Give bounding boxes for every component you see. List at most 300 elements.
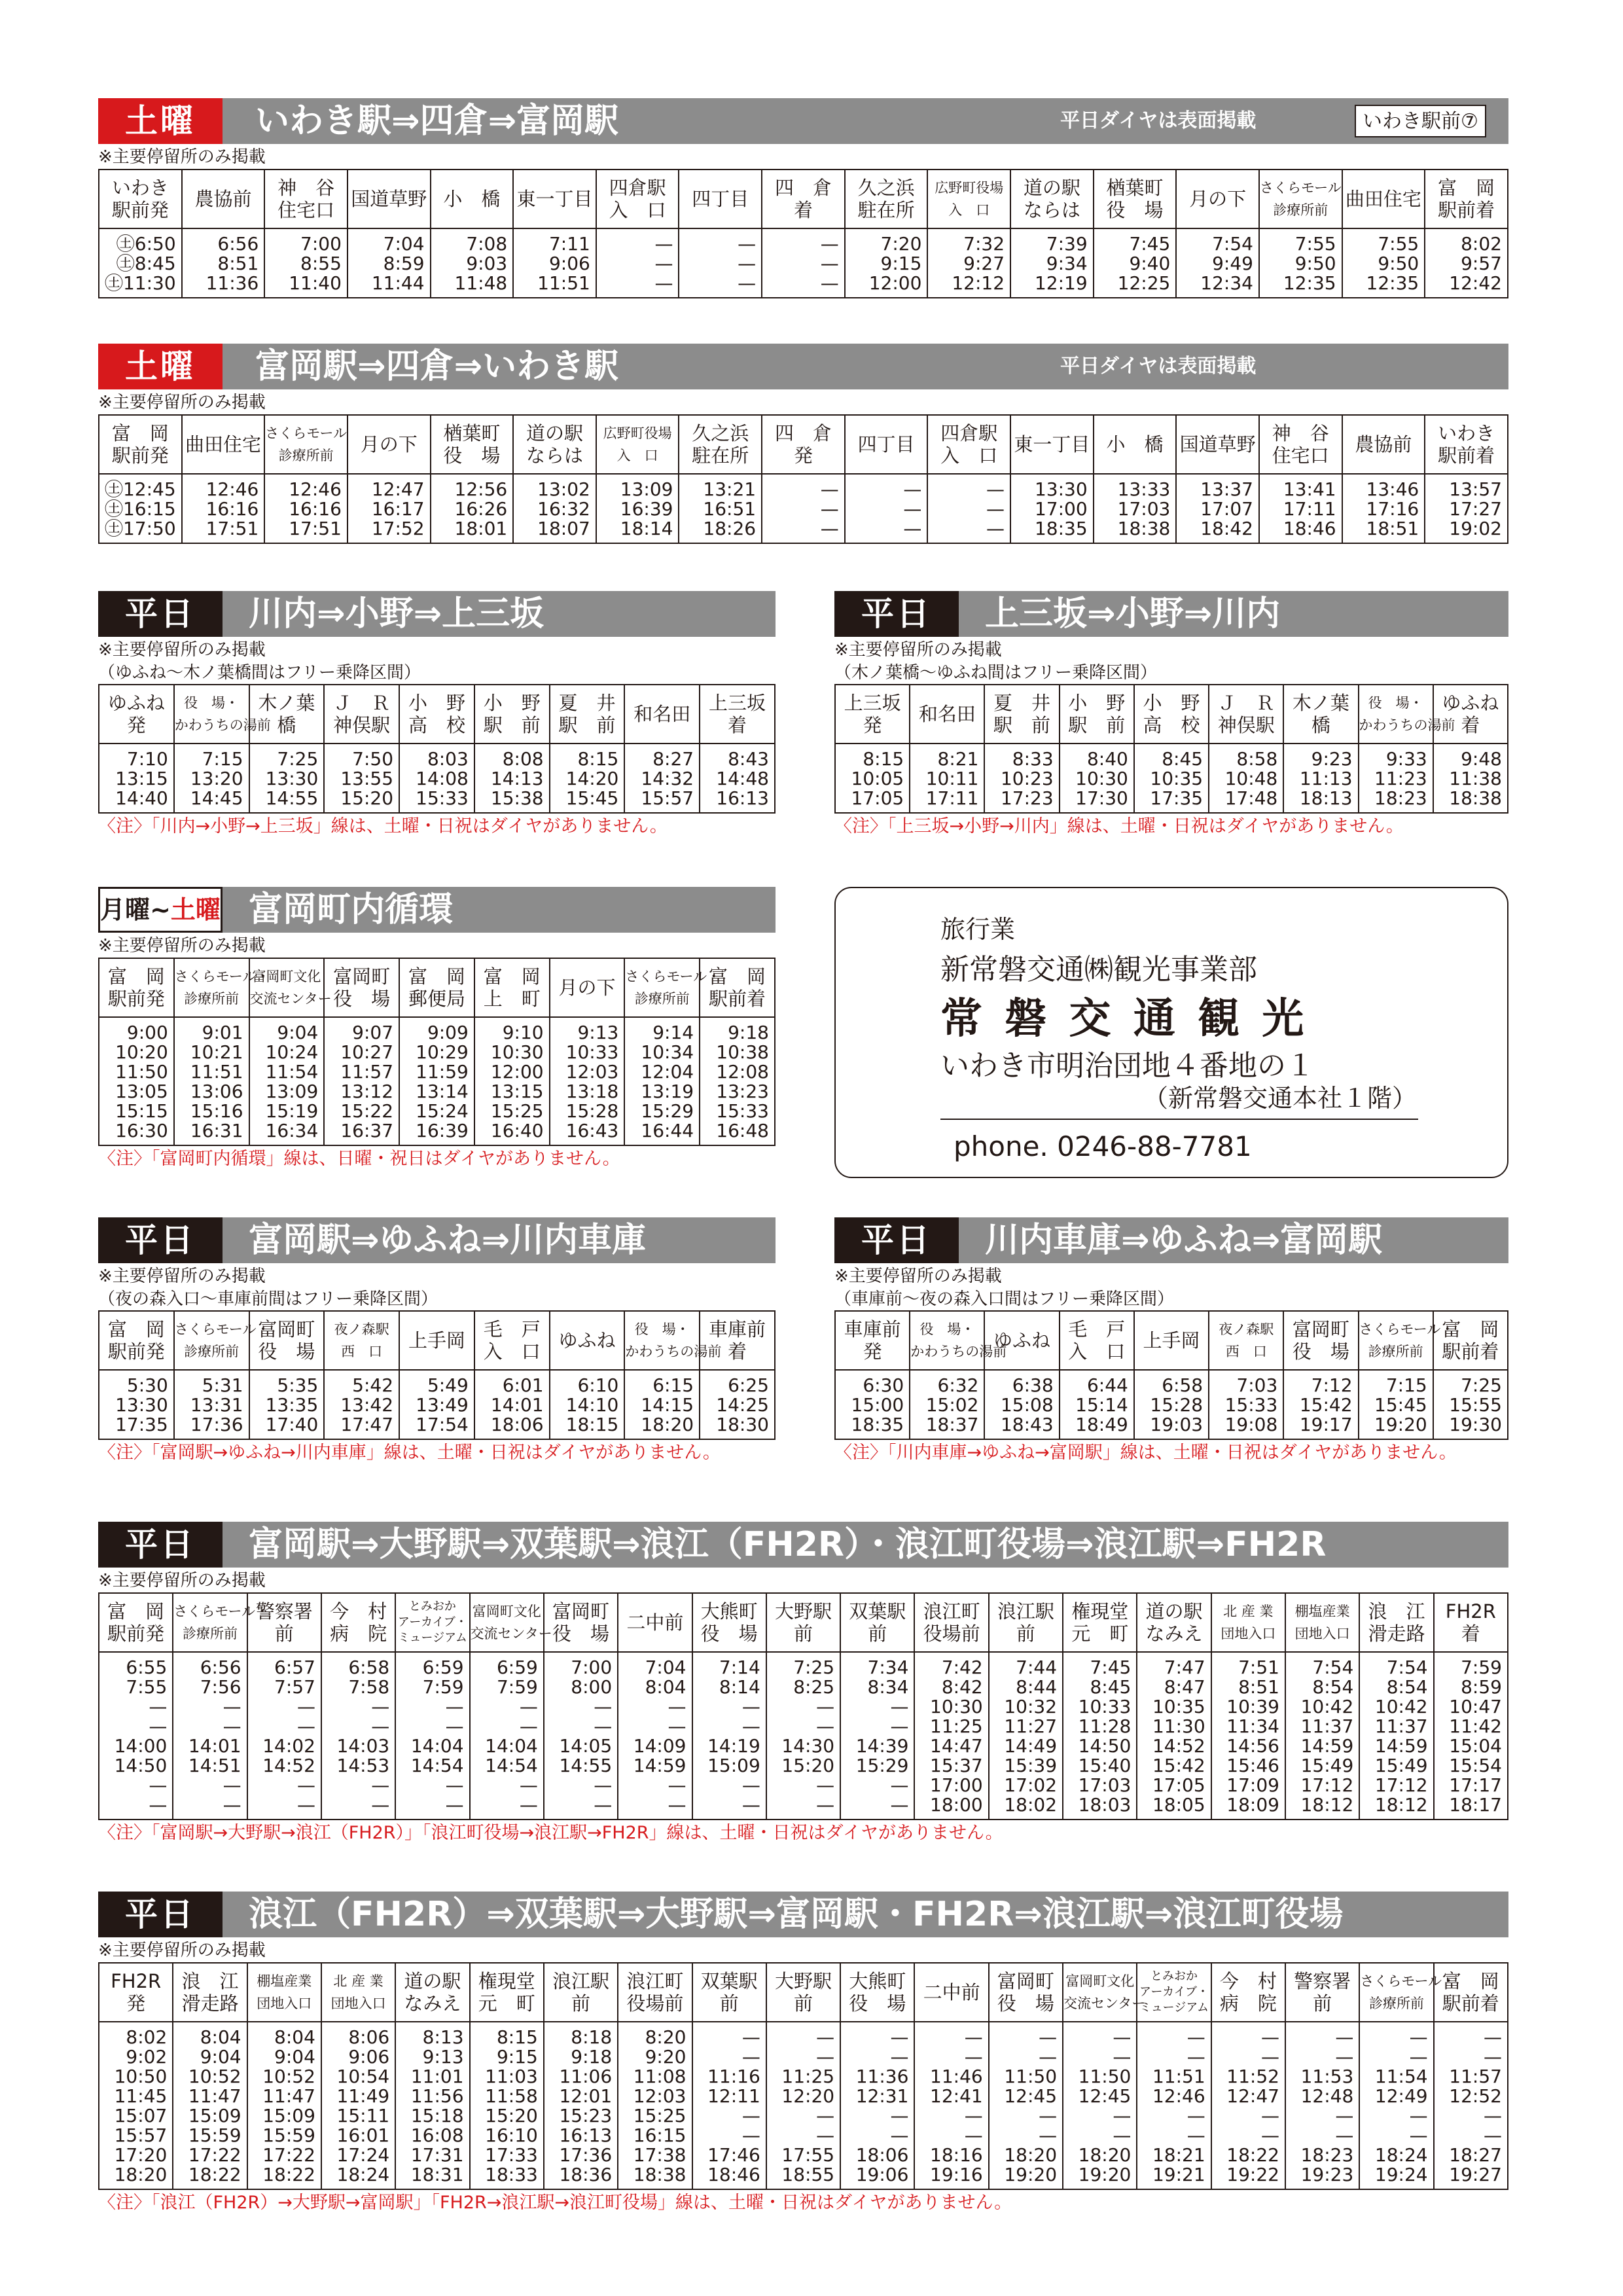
time-column bbox=[596, 228, 679, 298]
departure-time: 18:17 bbox=[1449, 1794, 1502, 1816]
departure-time: 15:57 bbox=[641, 787, 694, 809]
time-column bbox=[324, 744, 399, 813]
departure-time: 10:05 bbox=[851, 768, 904, 789]
departure-time: 13:14 bbox=[416, 1081, 469, 1102]
main-stops-note: ※主要停留所のみ掲載 bbox=[98, 1266, 266, 1286]
departure-time: 15:09 bbox=[707, 1755, 760, 1776]
time-column bbox=[474, 1017, 550, 1145]
time-column bbox=[1359, 1652, 1433, 1820]
day-label: 平日 bbox=[834, 1217, 959, 1263]
departure-time: — bbox=[668, 1774, 687, 1796]
departure-time: 18:13 bbox=[1299, 787, 1353, 809]
departure-time: 14:54 bbox=[485, 1755, 538, 1776]
route-title: 川内⇒小野⇒上三坂 bbox=[249, 594, 544, 634]
departure-time: 12:04 bbox=[641, 1061, 694, 1083]
times-row bbox=[835, 744, 1508, 813]
departure-time: 7:20 bbox=[880, 233, 922, 255]
departure-time: — bbox=[296, 1794, 315, 1816]
stop-name: 和名田 bbox=[624, 685, 700, 744]
departure-time: 14:59 bbox=[1374, 1735, 1428, 1757]
departure-time: 16:16 bbox=[205, 498, 259, 520]
departure-time: 18:20 bbox=[1004, 2144, 1058, 2166]
departure-time: 18:05 bbox=[1152, 1794, 1205, 1816]
departure-time: 8:54 bbox=[1386, 1676, 1428, 1698]
departure-time: — bbox=[149, 1696, 168, 1717]
timetable bbox=[98, 169, 1508, 298]
departure-time: — bbox=[986, 498, 1005, 520]
departure-time: 9:33 bbox=[1385, 748, 1427, 770]
departure-time: 11:45 bbox=[114, 2085, 168, 2107]
stop-name: 二中前 bbox=[914, 1963, 988, 2022]
departure-time: 17:30 bbox=[1075, 787, 1128, 809]
departure-time: — bbox=[223, 1794, 241, 1816]
departure-time: 16:43 bbox=[565, 1120, 619, 1141]
departure-time: — bbox=[741, 2026, 760, 2048]
departure-time: — bbox=[1113, 2046, 1132, 2068]
departure-time: 6:30 bbox=[863, 1374, 904, 1396]
stop-name: 久之浜 駐在所 bbox=[845, 170, 928, 228]
departure-time: 9:15 bbox=[880, 253, 922, 274]
time-column bbox=[624, 1370, 700, 1439]
departure-time: 18:24 bbox=[336, 2164, 390, 2185]
departure-time: 15:16 bbox=[190, 1100, 243, 1122]
departure-time: 6:38 bbox=[1012, 1374, 1054, 1396]
departure-time: 7:45 bbox=[1090, 1657, 1132, 1678]
departure-time: 17:22 bbox=[188, 2144, 241, 2166]
departure-time: 8:55 bbox=[300, 253, 342, 274]
departure-time: 7:15 bbox=[202, 748, 243, 770]
footer-note: 〈注〉「浪江（FH2R）→大野駅→富岡駅」「FH2R→浪江駅→浪江町役場」線は、土曜・日祝はダイヤがありません。 bbox=[98, 2193, 1012, 2213]
time-column bbox=[679, 228, 762, 298]
departure-time: 16:15 bbox=[633, 2125, 687, 2146]
departure-time: 18:46 bbox=[1283, 518, 1336, 539]
departure-time: 14:59 bbox=[633, 1755, 687, 1776]
time-column bbox=[174, 1017, 249, 1145]
departure-time: — bbox=[1113, 2026, 1132, 2048]
stop-name: 小 野 駅 前 bbox=[474, 685, 550, 744]
stop-name: 小 橋 bbox=[1094, 415, 1177, 474]
departure-time: 7:08 bbox=[466, 233, 508, 255]
departure-time: 17:35 bbox=[115, 1414, 168, 1435]
departure-time: 13:35 bbox=[265, 1394, 319, 1416]
departure-time: — bbox=[741, 1794, 760, 1816]
departure-time: 8:00 bbox=[571, 1676, 613, 1698]
main-stops-note: ※主要停留所のみ掲載 bbox=[834, 1266, 1002, 1286]
stop-name: 毛 戸 入 口 bbox=[474, 1311, 550, 1370]
departure-time: ㊏17:50 bbox=[104, 518, 176, 539]
departure-time: 10:27 bbox=[340, 1041, 394, 1063]
stop-name: 道の駅 ならは bbox=[1010, 170, 1094, 228]
departure-time: 15:45 bbox=[565, 787, 619, 809]
departure-time: 14:05 bbox=[559, 1735, 613, 1757]
time-column bbox=[910, 744, 984, 813]
stop-name: 富岡町 役 場 bbox=[249, 1311, 325, 1370]
departure-time: 17:03 bbox=[1117, 498, 1171, 520]
departure-time: 17:46 bbox=[707, 2144, 760, 2166]
stop-name: さくらモール・ 診療所前 bbox=[174, 1311, 249, 1370]
time-column bbox=[182, 474, 265, 543]
departure-time: 19:23 bbox=[1300, 2164, 1354, 2185]
time-column bbox=[700, 1370, 775, 1439]
departure-time: 7:10 bbox=[126, 748, 168, 770]
departure-time: 18:03 bbox=[1078, 1794, 1132, 1816]
stop-name: 木ノ葉 橋 bbox=[1283, 685, 1358, 744]
time-column bbox=[1433, 1370, 1508, 1439]
departure-time: 9:14 bbox=[652, 1022, 694, 1043]
departure-time: 7:25 bbox=[793, 1657, 835, 1678]
timetable-wd-tomioka-kawauchi-depot bbox=[98, 1217, 776, 1466]
departure-time: 11:06 bbox=[559, 2066, 613, 2087]
stop-name: 毛 戸 入 口 bbox=[1060, 1311, 1134, 1370]
departure-time: — bbox=[816, 1715, 835, 1737]
departure-time: 11:42 bbox=[1449, 1715, 1502, 1737]
time-column bbox=[550, 1017, 625, 1145]
time-column bbox=[1425, 228, 1508, 298]
departure-time: 15:42 bbox=[1299, 1394, 1353, 1416]
departure-time: 11:38 bbox=[1449, 768, 1502, 789]
stop-name: 北 産 業 団地入口 bbox=[321, 1963, 395, 2022]
departure-time: 19:24 bbox=[1374, 2164, 1428, 2185]
departure-time: 18:01 bbox=[454, 518, 508, 539]
departure-time: 18:30 bbox=[716, 1414, 769, 1435]
time-column bbox=[927, 474, 1010, 543]
departure-time: 16:37 bbox=[340, 1120, 394, 1141]
departure-time: 14:49 bbox=[1004, 1735, 1058, 1757]
stop-name: 楢葉町 役 場 bbox=[1094, 170, 1177, 228]
departure-time: 14:40 bbox=[115, 787, 168, 809]
time-column bbox=[910, 1370, 984, 1439]
departure-time: 16:16 bbox=[289, 498, 342, 520]
time-column bbox=[1425, 474, 1508, 543]
departure-time: 10:42 bbox=[1300, 1696, 1354, 1717]
departure-time: 15:11 bbox=[336, 2105, 390, 2126]
time-column bbox=[395, 1652, 469, 1820]
departure-time: 18:23 bbox=[1374, 787, 1427, 809]
departure-time: 13:57 bbox=[1449, 478, 1502, 500]
stop-name: 四倉駅 入 口 bbox=[596, 170, 679, 228]
stop-name: 上手岡 bbox=[1134, 1311, 1209, 1370]
footer-note: 〈注〉「川内車庫→ゆふね→富岡駅」線は、土曜・日祝はダイヤがありません。 bbox=[834, 1443, 1457, 1463]
stop-name: とみおか アーカイブ・ ミュージアム bbox=[1137, 1963, 1211, 2022]
departure-time: — bbox=[668, 1715, 687, 1737]
timetable bbox=[98, 1592, 1508, 1820]
stop-name: 大野駅 前 bbox=[766, 1593, 840, 1652]
stop-name: 楢葉町 役 場 bbox=[431, 415, 514, 474]
departure-time: 18:35 bbox=[1034, 518, 1088, 539]
stop-name: 道の駅 なみえ bbox=[395, 1963, 469, 2022]
route-title: 川内車庫⇒ゆふね⇒富岡駅 bbox=[985, 1221, 1383, 1260]
departure-time: 8:27 bbox=[652, 748, 694, 770]
time-column bbox=[1134, 1370, 1209, 1439]
departure-time: 8:44 bbox=[1016, 1676, 1058, 1698]
departure-time: — bbox=[1261, 2105, 1279, 2126]
departure-time: — bbox=[668, 1696, 687, 1717]
time-column bbox=[624, 744, 700, 813]
timetable bbox=[98, 1310, 776, 1440]
departure-time: 10:11 bbox=[925, 768, 979, 789]
departure-time: 18:55 bbox=[781, 2164, 835, 2185]
time-column bbox=[544, 1652, 618, 1820]
departure-time: 14:52 bbox=[262, 1755, 315, 1776]
departure-time: — bbox=[223, 1715, 241, 1737]
departure-time: 18:46 bbox=[707, 2164, 760, 2185]
stop-name: 富 岡 駅前発 bbox=[99, 1593, 173, 1652]
departure-time: 11:37 bbox=[1300, 1715, 1354, 1737]
departure-time: — bbox=[519, 1715, 538, 1737]
stop-name: 浪江駅 前 bbox=[544, 1963, 618, 2022]
departure-time: 14:03 bbox=[336, 1735, 390, 1757]
time-column bbox=[1094, 474, 1177, 543]
departure-time: 15:02 bbox=[925, 1394, 979, 1416]
time-column bbox=[989, 1652, 1063, 1820]
day-label: 土曜 bbox=[98, 98, 223, 144]
departure-time: 7:32 bbox=[963, 233, 1005, 255]
day-label: 平日 bbox=[98, 1522, 223, 1568]
departure-time: 15:42 bbox=[1152, 1755, 1205, 1776]
departure-time: 9:09 bbox=[427, 1022, 469, 1043]
departure-time: 14:30 bbox=[781, 1735, 835, 1757]
departure-time: 14:10 bbox=[565, 1394, 619, 1416]
time-column bbox=[766, 1652, 840, 1820]
time-column bbox=[324, 1370, 399, 1439]
time-column bbox=[1259, 228, 1342, 298]
departure-time: 18:22 bbox=[188, 2164, 241, 2185]
departure-time: — bbox=[816, 2105, 835, 2126]
time-column bbox=[470, 2022, 544, 2189]
timetable-wd-kamimisaka-kawauchi bbox=[834, 591, 1508, 840]
time-column bbox=[544, 2022, 618, 2189]
departure-time: 7:42 bbox=[941, 1657, 983, 1678]
departure-time: 8:33 bbox=[1012, 748, 1054, 770]
time-column bbox=[1211, 1652, 1285, 1820]
stop-name: 役 場・ かわうちの湯前 bbox=[174, 685, 249, 744]
departure-time: 17:48 bbox=[1224, 787, 1278, 809]
departure-time: 7:55 bbox=[126, 1676, 168, 1698]
departure-time: 11:56 bbox=[410, 2085, 464, 2107]
departure-time: 18:43 bbox=[1000, 1414, 1054, 1435]
section-header bbox=[98, 1892, 1508, 1937]
departure-time: 11:28 bbox=[1078, 1715, 1132, 1737]
departure-time: 14:59 bbox=[1300, 1735, 1354, 1757]
departure-time: 18:38 bbox=[633, 2164, 687, 2185]
departure-time: 6:59 bbox=[422, 1657, 464, 1678]
departure-time: — bbox=[986, 478, 1005, 500]
departure-time: 12:49 bbox=[1374, 2085, 1428, 2107]
departure-time: 18:22 bbox=[262, 2164, 315, 2185]
departure-time: 14:50 bbox=[1078, 1735, 1132, 1757]
time-column bbox=[247, 1652, 321, 1820]
departure-time: 18:23 bbox=[1300, 2144, 1354, 2166]
stop-header-row bbox=[99, 685, 775, 744]
time-column bbox=[1209, 744, 1283, 813]
departure-time: 15:20 bbox=[340, 787, 394, 809]
departure-time: 17:16 bbox=[1366, 498, 1419, 520]
departure-time: 15:39 bbox=[1004, 1755, 1058, 1776]
stop-name: さくらモール・ 診療所前 bbox=[1359, 1963, 1433, 2022]
departure-time: — bbox=[964, 2046, 983, 2068]
time-column bbox=[1359, 2022, 1433, 2189]
time-column bbox=[474, 744, 550, 813]
departure-time: 19:06 bbox=[855, 2164, 909, 2185]
stop-name: 浪江駅 前 bbox=[989, 1593, 1063, 1652]
stop-name: 木ノ葉 橋 bbox=[249, 685, 325, 744]
stop-name: 道の駅 なみえ bbox=[1137, 1593, 1211, 1652]
departure-time: 14:15 bbox=[641, 1394, 694, 1416]
departure-time: 16:40 bbox=[490, 1120, 544, 1141]
departure-time: 7:50 bbox=[352, 748, 394, 770]
departure-time: 15:28 bbox=[1150, 1394, 1204, 1416]
departure-time: 14:01 bbox=[188, 1735, 241, 1757]
departure-time: — bbox=[741, 1715, 760, 1737]
departure-time: 12:46 bbox=[1152, 2085, 1205, 2107]
stop-name: Ｊ Ｒ 神俣駅 bbox=[324, 685, 399, 744]
timetable-wd-kawauchi-kamimisaka bbox=[98, 591, 776, 840]
departure-time: 8:54 bbox=[1312, 1676, 1354, 1698]
departure-time: 15:49 bbox=[1300, 1755, 1354, 1776]
departure-time: 11:57 bbox=[1449, 2066, 1502, 2087]
departure-time: 12:46 bbox=[205, 478, 259, 500]
departure-time: — bbox=[738, 233, 757, 255]
departure-time: — bbox=[890, 1774, 909, 1796]
times-row bbox=[99, 1652, 1508, 1820]
departure-time: 7:00 bbox=[571, 1657, 613, 1678]
departure-time: 14:08 bbox=[416, 768, 469, 789]
departure-time: 18:26 bbox=[703, 518, 757, 539]
departure-time: — bbox=[816, 1794, 835, 1816]
stop-name: さくらモール・ 診療所前 bbox=[1359, 1311, 1433, 1370]
departure-time: 8:03 bbox=[427, 748, 469, 770]
footer-note: 〈注〉「富岡駅→ゆふね→川内車庫」線は、土曜・日祝はダイヤがありません。 bbox=[98, 1443, 721, 1463]
time-column bbox=[99, 2022, 173, 2189]
departure-time: 11:52 bbox=[1226, 2066, 1279, 2087]
departure-time: 12:41 bbox=[930, 2085, 983, 2107]
departure-time: 14:47 bbox=[930, 1735, 983, 1757]
departure-time: — bbox=[1261, 2026, 1279, 2048]
stop-name: 月の下 bbox=[348, 415, 431, 474]
stop-name: 広野町役場 入 口 bbox=[596, 415, 679, 474]
main-stops-note: ※主要停留所のみ掲載 bbox=[98, 393, 266, 412]
departure-time: — bbox=[445, 1774, 464, 1796]
departure-time: — bbox=[1261, 2125, 1279, 2146]
departure-time: 15:24 bbox=[416, 1100, 469, 1122]
departure-time: — bbox=[371, 1715, 390, 1737]
departure-time: 7:45 bbox=[1129, 233, 1171, 255]
departure-time: 17:47 bbox=[340, 1414, 394, 1435]
free-boarding-note: （ゆふね～木ノ葉橋間はフリー乗降区間） bbox=[98, 663, 421, 683]
departure-time: 16:01 bbox=[336, 2125, 390, 2146]
departure-time: — bbox=[594, 1696, 613, 1717]
stop-name: 富 岡 駅前発 bbox=[99, 958, 174, 1017]
departure-time: 9:07 bbox=[352, 1022, 394, 1043]
departure-time: 17:36 bbox=[190, 1414, 243, 1435]
departure-time: — bbox=[296, 1696, 315, 1717]
departure-time: 7:57 bbox=[274, 1676, 315, 1698]
departure-time: 11:53 bbox=[1300, 2066, 1354, 2087]
divider bbox=[940, 1119, 1418, 1120]
stop-name: 大野駅 前 bbox=[766, 1963, 840, 2022]
time-column bbox=[1433, 744, 1508, 813]
departure-time: 5:42 bbox=[352, 1374, 394, 1396]
main-stops-note: ※主要停留所のみ掲載 bbox=[98, 1941, 266, 1960]
departure-time: — bbox=[519, 1774, 538, 1796]
departure-time: 14:51 bbox=[188, 1755, 241, 1776]
departure-time: 13:18 bbox=[565, 1081, 619, 1102]
time-column bbox=[624, 1017, 700, 1145]
departure-time: 12:35 bbox=[1366, 272, 1419, 294]
departure-time: 18:35 bbox=[851, 1414, 904, 1435]
departure-time: 6:58 bbox=[348, 1657, 390, 1678]
departure-time: 15:18 bbox=[410, 2105, 464, 2126]
departure-time: — bbox=[1409, 2105, 1428, 2126]
departure-time: 12:00 bbox=[490, 1061, 544, 1083]
time-column bbox=[914, 1652, 988, 1820]
departure-time: 13:30 bbox=[1034, 478, 1088, 500]
day-label bbox=[98, 887, 223, 933]
departure-time: 13:12 bbox=[340, 1081, 394, 1102]
departure-time: 17:23 bbox=[1000, 787, 1054, 809]
time-column bbox=[264, 474, 348, 543]
departure-time: 12:03 bbox=[565, 1061, 619, 1083]
route-title: 浪江（FH2R）⇒双葉駅⇒大野駅⇒富岡駅・FH2R⇒浪江駅⇒浪江町役場 bbox=[249, 1895, 1344, 1934]
departure-time: 14:39 bbox=[855, 1735, 909, 1757]
departure-time: — bbox=[296, 1774, 315, 1796]
stop-name: 役 場・ かわうちの湯前 bbox=[910, 1311, 984, 1370]
departure-time: 10:33 bbox=[1078, 1696, 1132, 1717]
timetable bbox=[98, 684, 776, 814]
departure-time: 7:15 bbox=[1385, 1374, 1427, 1396]
company-building: （新常磐交通本社１階） bbox=[1143, 1084, 1418, 1113]
departure-time: — bbox=[1484, 2026, 1502, 2048]
departure-time: 10:33 bbox=[565, 1041, 619, 1063]
departure-time: 7:03 bbox=[1236, 1374, 1278, 1396]
departure-time: 11:50 bbox=[1004, 2066, 1058, 2087]
departure-time: 14:55 bbox=[265, 787, 319, 809]
departure-time: 6:32 bbox=[937, 1374, 979, 1396]
stop-name: ゆふね 発 bbox=[99, 685, 174, 744]
departure-time: 17:03 bbox=[1078, 1774, 1132, 1796]
departure-time: 18:38 bbox=[1449, 787, 1502, 809]
company-info-box bbox=[834, 887, 1508, 1178]
time-column bbox=[1285, 2022, 1359, 2189]
departure-time: 13:09 bbox=[265, 1081, 319, 1102]
departure-time: 9:20 bbox=[645, 2046, 687, 2068]
departure-time: 11:44 bbox=[371, 272, 425, 294]
departure-time: 17:12 bbox=[1300, 1774, 1354, 1796]
time-column bbox=[249, 1017, 325, 1145]
time-column bbox=[700, 744, 775, 813]
time-column bbox=[692, 2022, 766, 2189]
departure-time: — bbox=[223, 1774, 241, 1796]
departure-time: 5:35 bbox=[277, 1374, 319, 1396]
stop-header-row bbox=[99, 1963, 1508, 2022]
departure-time: 17:07 bbox=[1200, 498, 1253, 520]
stop-name: 上三坂 発 bbox=[835, 685, 910, 744]
departure-time: 6:25 bbox=[728, 1374, 769, 1396]
departure-time: — bbox=[1186, 2046, 1205, 2068]
stop-name: 富 岡 駅前着 bbox=[700, 958, 775, 1017]
stop-name: 東一丁目 bbox=[1010, 415, 1094, 474]
stop-name: 小 野 高 校 bbox=[1134, 685, 1209, 744]
departure-time: 8:14 bbox=[719, 1676, 760, 1698]
departure-time: 10:20 bbox=[115, 1041, 168, 1063]
departure-time: 13:21 bbox=[703, 478, 757, 500]
departure-time: — bbox=[654, 272, 673, 294]
section-header bbox=[98, 887, 776, 933]
departure-time: — bbox=[820, 233, 839, 255]
time-column bbox=[1342, 228, 1425, 298]
day-label-saturday: 土曜 bbox=[170, 895, 221, 924]
stop-name: 役 場・ かわうちの湯前 bbox=[624, 1311, 700, 1370]
